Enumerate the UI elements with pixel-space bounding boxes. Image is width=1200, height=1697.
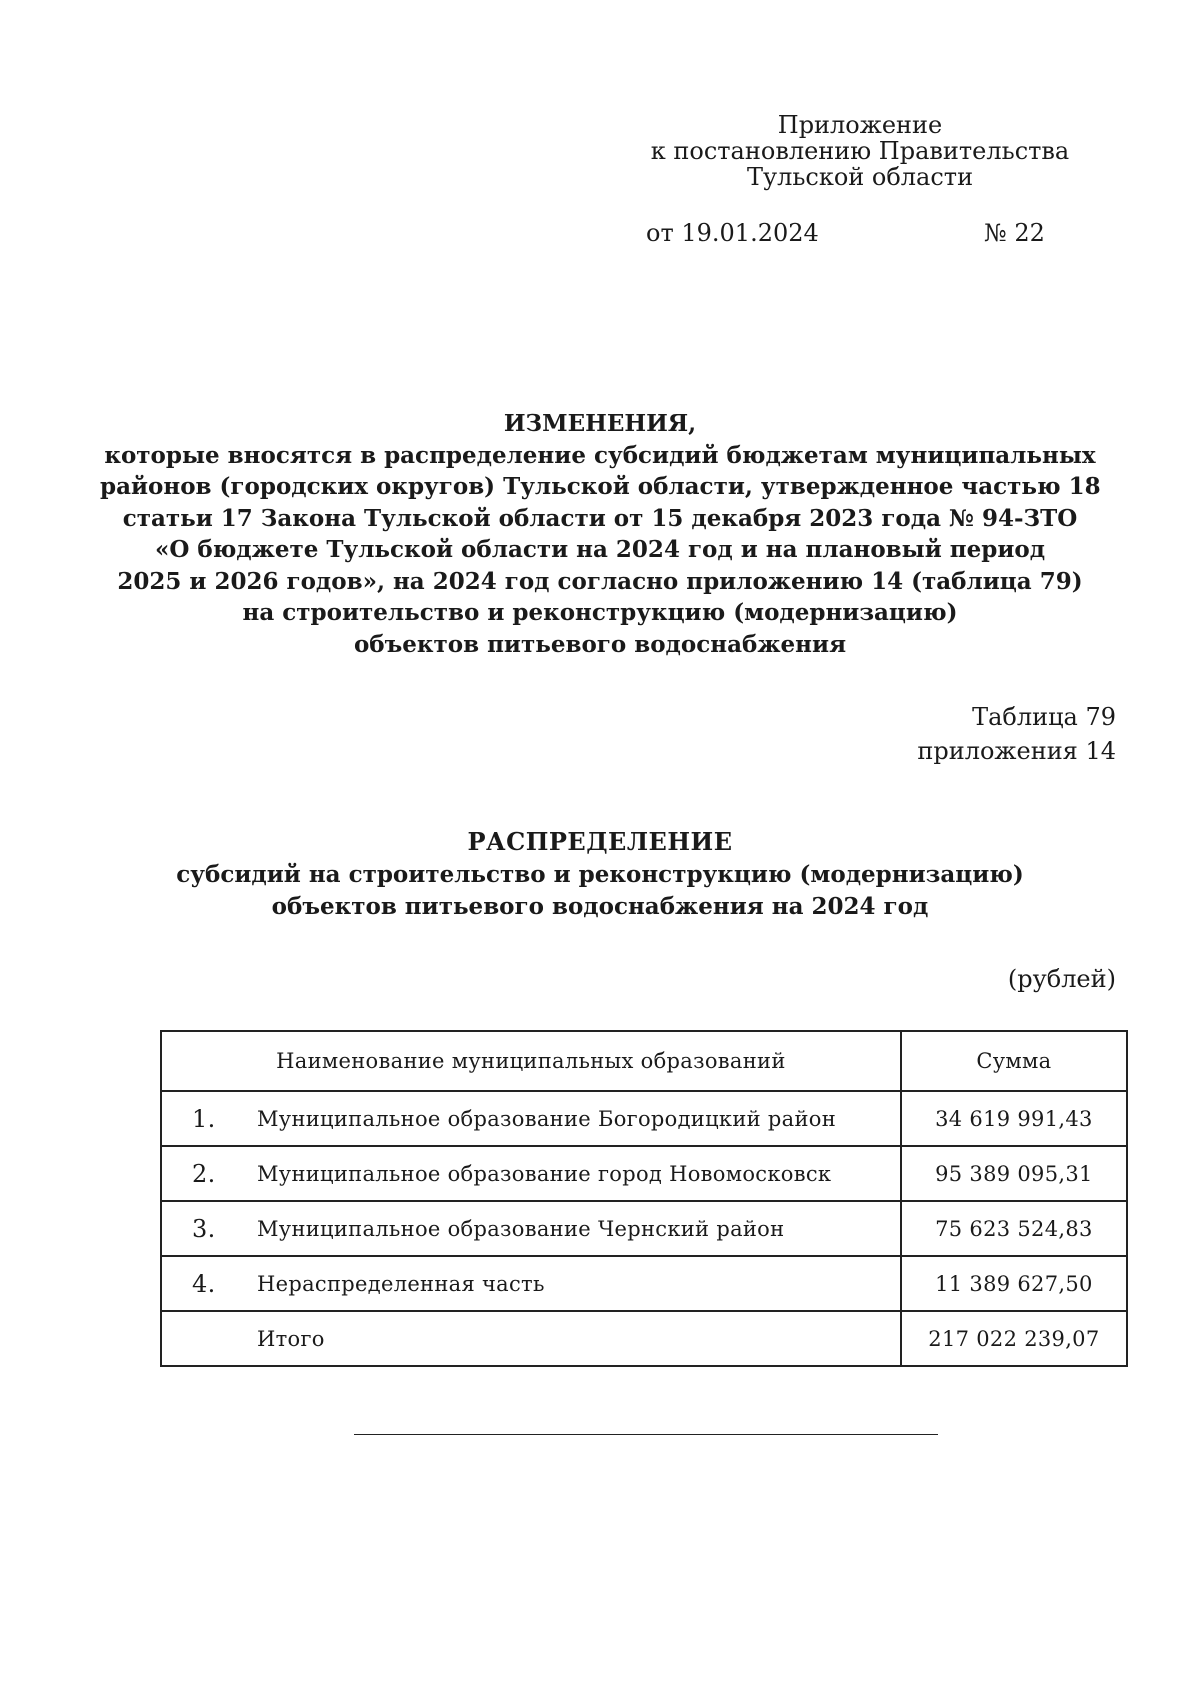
table-ref-line-1: Таблица 79 [972,703,1116,731]
appendix-line-1: Приложение [777,111,943,139]
decree-date: от 19.01.2024 [646,219,819,247]
row-sum: 34 619 991,43 [901,1091,1127,1146]
closing-rule [354,1434,938,1435]
total-sum: 217 022 239,07 [901,1311,1127,1366]
row-sum: 95 389 095,31 [901,1146,1127,1201]
table-row [161,1201,1127,1256]
row-name: Нераспределенная часть [257,1271,545,1296]
decree-number: № 22 [984,219,1045,247]
row-name-cell [161,1091,901,1146]
distribution-heading [100,826,1100,924]
row-number: 1. [192,1104,216,1133]
table-total-row [161,1311,1127,1366]
total-label: Итого [257,1326,325,1351]
row-number: 2. [192,1159,216,1188]
table-row [161,1256,1127,1311]
changes-line: на строительство и реконструкцию (модернизацию) [242,599,958,626]
appendix-line-3: Тульской области [746,163,974,191]
changes-title: ИЗМЕНЕНИЯ, [503,410,697,437]
subsidy-table [160,1030,1128,1367]
table-header-row [161,1031,1127,1091]
row-name-cell [161,1256,901,1311]
row-number: 4. [192,1269,216,1298]
header-name: Наименование муниципальных образований [161,1031,901,1091]
units-label: (рублей) [1007,965,1116,993]
row-name: Муниципальное образование город Новомосковск [257,1161,832,1186]
changes-line: которые вносятся в распределение субсидий бюджетам муниципальных [104,441,1096,469]
row-number: 3. [192,1214,216,1243]
distribution-line-2: объектов питьевого водоснабжения на 2024 год [271,893,929,920]
total-name-cell [161,1311,901,1366]
appendix-line-2: к постановлению Правительства [650,137,1070,165]
row-name-cell [161,1146,901,1201]
row-name: Муниципальное образование Чернский район [257,1216,785,1241]
row-sum: 75 623 524,83 [901,1201,1127,1256]
appendix-header [640,112,1080,190]
changes-heading [100,408,1100,660]
table-row [161,1146,1127,1201]
row-name-cell [161,1201,901,1256]
distribution-title: РАСПРЕДЕЛЕНИЕ [467,827,733,856]
row-name: Муниципальное образование Богородицкий район [257,1106,836,1131]
table-reference [917,700,1116,768]
changes-line: объектов питьевого водоснабжения [353,630,847,658]
row-sum: 11 389 627,50 [901,1256,1127,1311]
changes-line: 2025 и 2026 годов», на 2024 год согласно приложению 14 (таблица 79) [117,567,1083,595]
changes-line: районов (городских округов) Тульской области, утвержденное частью 18 [100,473,1101,500]
table-row [161,1091,1127,1146]
table-ref-line-2: приложения 14 [917,737,1116,765]
changes-line: статьи 17 Закона Тульской области от 15 декабря 2023 года № 94-ЗТО [122,504,1078,532]
changes-line: «О бюджете Тульской области на 2024 год и на плановый период [154,536,1046,563]
distribution-line-1: субсидий на строительство и реконструкцию (модернизацию) [176,860,1024,888]
header-sum: Сумма [901,1031,1127,1091]
